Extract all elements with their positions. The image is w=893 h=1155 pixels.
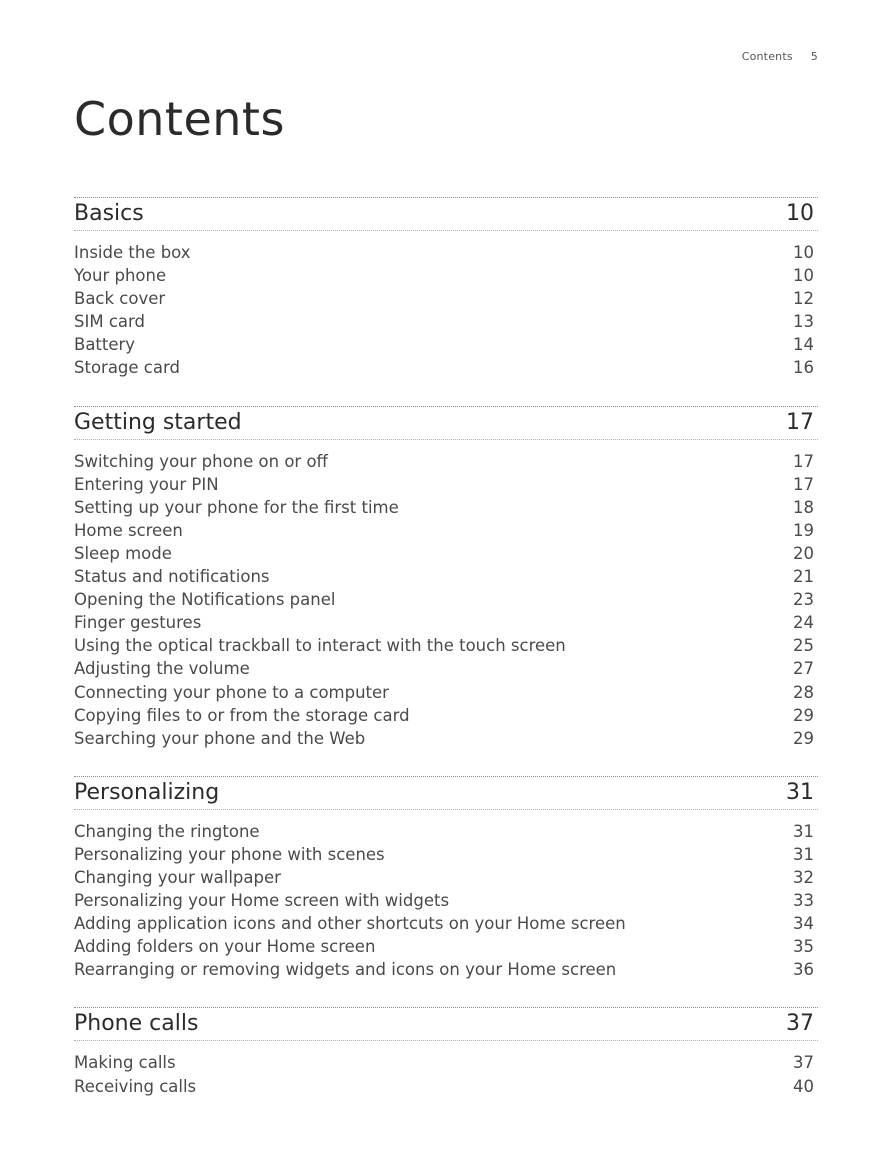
toc-entry[interactable] — [74, 1075, 818, 1098]
section-entries — [74, 810, 818, 982]
entry-page-number: 29 — [793, 728, 814, 748]
entry-label: Status and notifications — [74, 567, 270, 587]
entry-label: Connecting your phone to a computer — [74, 682, 389, 702]
entry-page-number: 27 — [793, 659, 814, 679]
section-entries — [74, 231, 818, 380]
entry-page-number: 20 — [793, 543, 814, 563]
page-title: Contents — [74, 92, 285, 146]
entry-page-number: 24 — [793, 613, 814, 633]
entry-page-number: 10 — [793, 266, 814, 286]
toc-entry[interactable] — [74, 958, 818, 981]
entry-label: Setting up your phone for the first time — [74, 497, 399, 517]
entry-label: Entering your PIN — [74, 474, 219, 494]
toc-entry[interactable] — [74, 565, 818, 588]
toc-entry[interactable] — [74, 519, 818, 542]
entry-page-number: 12 — [793, 289, 814, 309]
section-entries — [74, 1041, 818, 1097]
running-header-page-number: 5 — [810, 50, 818, 63]
entry-label: SIM card — [74, 312, 145, 332]
entry-label: Your phone — [74, 266, 167, 286]
section-header[interactable] — [74, 1007, 818, 1041]
entry-label: Switching your phone on or off — [74, 451, 328, 471]
entry-page-number: 18 — [793, 497, 814, 517]
entry-label: Opening the Notifications panel — [74, 590, 336, 610]
entry-page-number: 17 — [793, 474, 814, 494]
section-title: Phone calls — [74, 1011, 199, 1037]
entry-label: Searching your phone and the Web — [74, 728, 366, 748]
entry-label: Personalizing your Home screen with widgets — [74, 891, 450, 911]
entry-page-number: 14 — [793, 335, 814, 355]
entry-page-number: 31 — [793, 844, 814, 864]
entry-label: Adding folders on your Home screen — [74, 937, 376, 957]
section-title: Personalizing — [74, 779, 220, 805]
table-of-contents — [74, 197, 818, 1124]
entry-page-number: 28 — [793, 682, 814, 702]
toc-entry[interactable] — [74, 843, 818, 866]
entry-page-number: 16 — [793, 358, 814, 378]
toc-entry[interactable] — [74, 241, 818, 264]
entry-label: Finger gestures — [74, 613, 202, 633]
running-header-label: Contents — [741, 50, 793, 63]
running-header — [742, 50, 818, 63]
toc-entry[interactable] — [74, 704, 818, 727]
section-page-number: 17 — [786, 409, 814, 435]
toc-entry[interactable] — [74, 889, 818, 912]
toc-entry[interactable] — [74, 634, 818, 657]
entry-label: Storage card — [74, 358, 180, 378]
entry-label: Making calls — [74, 1053, 176, 1073]
toc-entry[interactable] — [74, 588, 818, 611]
entry-page-number: 21 — [793, 567, 814, 587]
entry-page-number: 37 — [793, 1053, 814, 1073]
entry-page-number: 29 — [793, 705, 814, 725]
entry-label: Personalizing your phone with scenes — [74, 844, 385, 864]
toc-section-phone-calls — [74, 1007, 818, 1097]
entry-page-number: 35 — [793, 937, 814, 957]
entry-page-number: 40 — [793, 1076, 814, 1096]
entry-label: Receiving calls — [74, 1076, 197, 1096]
entry-label: Inside the box — [74, 243, 191, 262]
entry-label: Adjusting the volume — [74, 659, 250, 679]
section-page-number: 10 — [786, 201, 814, 226]
toc-entry[interactable] — [74, 820, 818, 843]
section-title: Basics — [74, 201, 144, 226]
toc-entry[interactable] — [74, 681, 818, 704]
toc-entry[interactable] — [74, 473, 818, 496]
entry-page-number: 25 — [793, 636, 814, 656]
entry-page-number: 34 — [793, 914, 814, 934]
toc-entry[interactable] — [74, 310, 818, 333]
toc-entry[interactable] — [74, 356, 818, 379]
entry-label: Home screen — [74, 520, 183, 540]
entry-label: Changing your wallpaper — [74, 867, 281, 887]
toc-entry[interactable] — [74, 450, 818, 473]
toc-entry[interactable] — [74, 287, 818, 310]
entry-label: Copying files to or from the storage card — [74, 705, 410, 725]
toc-entry[interactable] — [74, 264, 818, 287]
entry-page-number: 31 — [793, 821, 814, 841]
toc-section-personalizing — [74, 776, 818, 982]
entry-label: Back cover — [74, 289, 166, 309]
entry-label: Using the optical trackball to interact with the touch screen — [74, 636, 566, 656]
entry-label: Rearranging or removing widgets and icons on your Home screen — [74, 960, 617, 980]
entry-page-number: 10 — [793, 243, 814, 262]
toc-entry[interactable] — [74, 496, 818, 519]
entry-page-number: 33 — [793, 891, 814, 911]
section-page-number: 31 — [786, 779, 814, 805]
toc-entry[interactable] — [74, 1051, 818, 1074]
toc-section-getting-started — [74, 406, 818, 750]
entry-page-number: 23 — [793, 590, 814, 610]
section-page-number: 37 — [786, 1011, 814, 1037]
section-header[interactable] — [74, 197, 818, 231]
entry-page-number: 17 — [793, 451, 814, 471]
section-entries — [74, 440, 818, 750]
section-title: Getting started — [74, 409, 242, 435]
entry-page-number: 13 — [793, 312, 814, 332]
toc-entry[interactable] — [74, 657, 818, 680]
toc-entry[interactable] — [74, 611, 818, 634]
toc-entry[interactable] — [74, 542, 818, 565]
section-header[interactable] — [74, 776, 818, 810]
toc-entry[interactable] — [74, 727, 818, 750]
entry-label: Adding application icons and other shortcuts on your Home screen — [74, 914, 626, 934]
toc-entry[interactable] — [74, 866, 818, 889]
entry-label: Battery — [74, 335, 136, 355]
toc-entry[interactable] — [74, 333, 818, 356]
entry-page-number: 19 — [793, 520, 814, 540]
toc-entry[interactable] — [74, 912, 818, 935]
entry-page-number: 32 — [793, 867, 814, 887]
entry-label: Sleep mode — [74, 543, 172, 563]
toc-section-basics — [74, 197, 818, 380]
entry-label: Changing the ringtone — [74, 821, 260, 841]
entry-page-number: 36 — [793, 960, 814, 980]
toc-entry[interactable] — [74, 935, 818, 958]
section-header[interactable] — [74, 406, 818, 440]
